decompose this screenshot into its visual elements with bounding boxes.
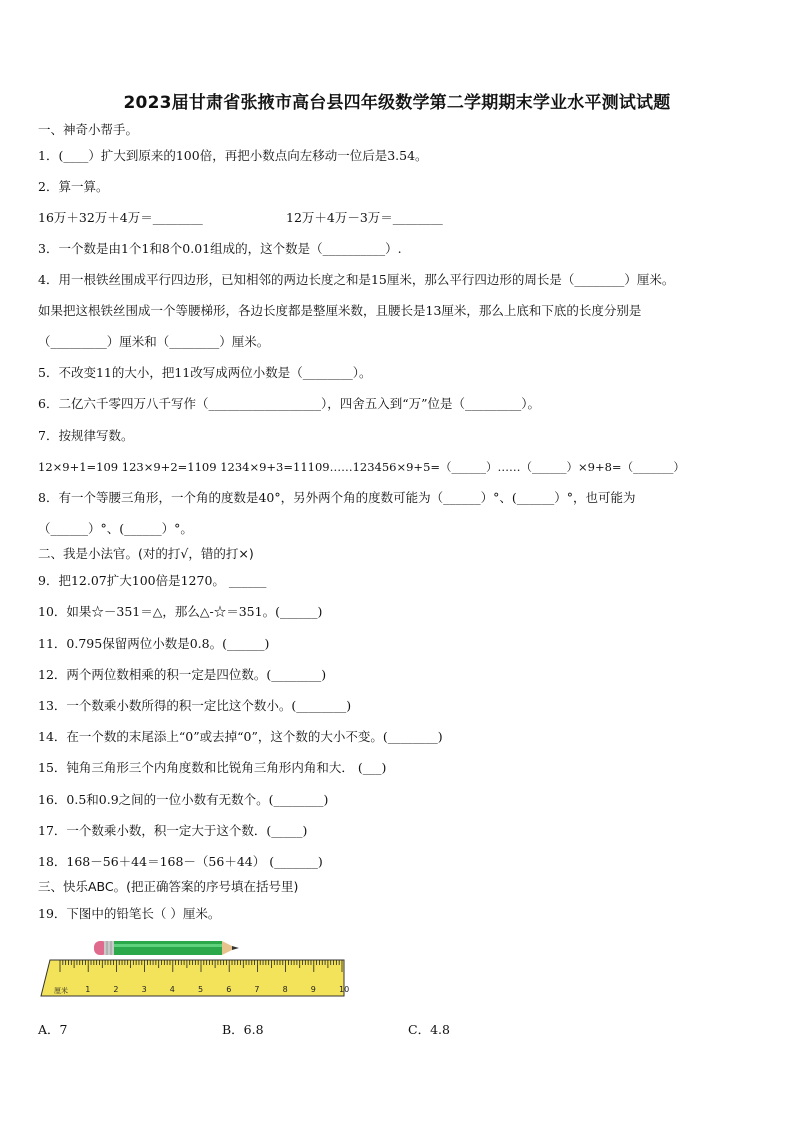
question-15: 15．钝角三角形三个内角度数和比锐角三角形内角和大． (___): [38, 760, 387, 775]
section-heading-2: 二、我是小法官。(对的打√，错的打×): [38, 546, 254, 561]
pencil-ruler-figure: [38, 938, 348, 1004]
question-3: 3．一个数是由1个1和8个0.01组成的，这个数是（__________）.: [38, 241, 402, 256]
pencil-icon: [94, 941, 239, 955]
question-8-line1: 8．有一个等腰三角形，一个角的度数是40°，另外两个角的度数可能为（______）°、(______）°，也可能为: [38, 490, 636, 505]
ruler-tick-label: 5: [198, 985, 204, 994]
page-title: 2023届甘肃省张掖市高台县四年级数学第二学期期末学业水平测试试题: [123, 93, 671, 113]
ruler-icon: [41, 960, 349, 996]
question-12: 12．两个两位数相乘的积一定是四位数。(________): [38, 667, 327, 682]
question-5: 5．不改变11的大小，把11改写成两位小数是（________）。: [38, 365, 372, 380]
question-10: 10．如果☆－351＝△，那么△-☆＝351。(______): [38, 604, 323, 619]
question-4-line3: （_________）厘米和（________）厘米。: [38, 334, 270, 349]
section-heading-1: 一、神奇小帮手。: [38, 122, 139, 137]
question-2b: 12万＋4万－3万＝________: [286, 210, 443, 225]
question-17: 17．一个数乘小数，积一定大于这个数．(_____): [38, 823, 308, 838]
question-11: 11．0.795保留两位小数是0.8。(______): [38, 636, 270, 651]
question-4-line2: 如果把这根铁丝围成一个等腰梯形，各边长度都是整厘米数，且腰长是13厘米，那么上底和下底的长度分别是: [38, 303, 642, 318]
question-18: 18．168－56＋44＝168－（56＋44） (_______): [38, 854, 323, 869]
question-6: 6．二亿六千零四万八千写作（__________________），四舍五入到“万”位是（_________）。: [38, 396, 540, 411]
option-b: B．6.8: [222, 1022, 264, 1037]
question-9: 9．把12.07扩大100倍是1270。 ______: [38, 573, 267, 588]
question-14: 14．在一个数的末尾添上“0”或去掉“0”，这个数的大小不变。(________): [38, 729, 443, 744]
option-a: A．7: [38, 1022, 68, 1037]
question-7: 7．按规律写数。: [38, 428, 134, 443]
ruler-tick-label: 10: [339, 985, 350, 994]
ruler-tick-label: 4: [169, 985, 175, 994]
question-1: 1．(____）扩大到原来的100倍，再把小数点向左移动一位后是3.54。: [38, 148, 428, 163]
question-4-line1: 4．用一根铁丝围成平行四边形，已知相邻的两边长度之和是15厘米，那么平行四边形的周长是（________）厘米。: [38, 272, 675, 287]
question-8-line2: （______）°、(______）°。: [38, 521, 193, 536]
pencil-ruler-illustration: [38, 938, 348, 1004]
ruler-tick-label: 6: [226, 985, 232, 994]
section-heading-3: 三、快乐ABC。(把正确答案的序号填在括号里): [38, 879, 299, 894]
question-13: 13．一个数乘小数所得的积一定比这个数小。(________): [38, 698, 352, 713]
ruler-tick-label: 7: [254, 985, 260, 994]
ruler-tick-label: 3: [141, 985, 147, 994]
option-c: C．4.8: [408, 1022, 450, 1037]
question-2a: 16万＋32万＋4万＝________: [38, 210, 203, 225]
question-16: 16．0.5和0.9之间的一位小数有无数个。(________): [38, 792, 329, 807]
ruler-unit: 厘米: [54, 987, 68, 995]
ruler-tick-label: 2: [113, 985, 119, 994]
ruler-tick-label: 8: [282, 985, 288, 994]
question-2: 2．算一算。: [38, 179, 109, 194]
question-7-sequence: 12×9+1=109 123×9+2=1109 1234×9+3=11109……123456×9+5=（______）……（______）×9+8=（_______）: [38, 460, 685, 474]
ruler-tick-label: 9: [310, 985, 316, 994]
question-19: 19．下图中的铅笔长（ ）厘米。: [38, 906, 221, 921]
ruler-tick-label: 1: [85, 985, 91, 994]
